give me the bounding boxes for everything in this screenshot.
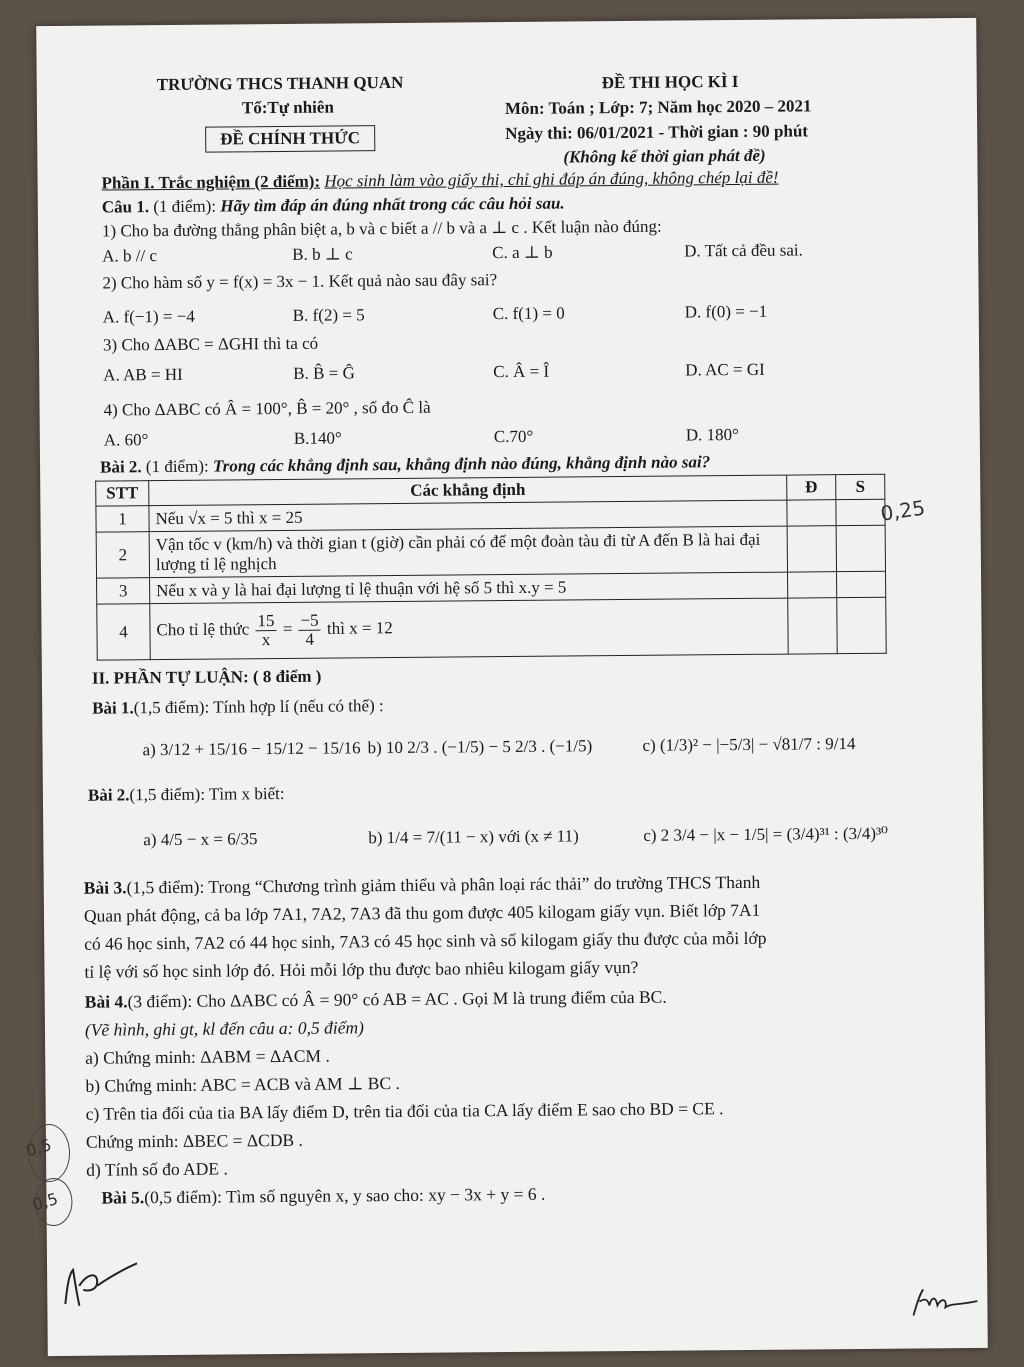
option-d: D. AC = GI xyxy=(685,359,765,380)
bai4-c2: Chứng minh: ΔBEC = ΔCDB . xyxy=(85,1129,303,1152)
bai3-line-2: Quan phát động, cả ba lớp 7A1, 7A2, 7A3 đã thu gom được 405 kilogam giấy vụn. Biết lớp 7A1 xyxy=(83,899,761,926)
option-c: C.70° xyxy=(493,426,534,447)
claim-text-pre: Cho tỉ lệ thức xyxy=(156,619,250,640)
bai2-c: c) 2 3/4 − |x − 1/5| = (3/4)³¹ : (3/4)³⁰ xyxy=(643,823,889,845)
handwritten-score-table: 0,25 xyxy=(878,495,927,526)
option-c: C. a ⊥ b xyxy=(492,242,553,263)
bai2-part2-heading xyxy=(88,784,285,806)
denominator: x xyxy=(261,630,271,650)
row-claim: Cho tỉ lệ thức $\frac{15}{x}$ = $\frac{-5}{4}$ thì x = 12 xyxy=(150,598,788,660)
table-row xyxy=(97,597,886,660)
true-cell xyxy=(787,500,836,526)
department: Tổ:Tự nhiên xyxy=(241,97,334,118)
option-b: B. b ⊥ c xyxy=(292,244,353,264)
row-claim: Vận tốc v (km/h) và thời gian t (giờ) cần phải có để một đoàn tàu đi từ A đến B là hai đại lượng tỉ lệ nghịch xyxy=(149,526,787,578)
header-stt: STT xyxy=(96,481,149,506)
question-3-options xyxy=(103,359,903,388)
header-true: Đ xyxy=(787,475,836,500)
bai3-line-4: tỉ lệ với số học sinh lớp đó. Hỏi mỗi lớp thu được bao nhiêu kilogam giấy vụn? xyxy=(84,956,639,982)
row-stt: 4 xyxy=(97,604,150,660)
part1-instruction: Học sinh làm vào giấy thi, chỉ ghi đáp án đúng, không chép lại đề! xyxy=(324,167,779,191)
claim-text-post: thì x = 12 xyxy=(326,618,393,639)
bai1-heading xyxy=(92,696,384,719)
bai3-line-3: có 46 học sinh, 7A2 có 44 học sinh, 7A3 có 45 học sinh và số kilogam giấy thu được của mỗi lớp xyxy=(84,927,767,954)
bai2-a: a) 4/5 − x = 6/35 xyxy=(143,829,258,850)
bai1-b: b) 10 2/3 . (−1/5) − 5 2/3 . (−1/5) xyxy=(367,736,593,758)
true-cell xyxy=(788,572,837,598)
question-1-options xyxy=(102,240,902,269)
row-stt: 1 xyxy=(96,506,149,532)
question-3-stem: 3) Cho ΔABC = ΔGHI thì ta có xyxy=(102,333,319,355)
row-claim: Nếu x và y là hai đại lượng tỉ lệ thuận với hệ số 5 thì x.y = 5 xyxy=(150,572,788,604)
option-b: B.140° xyxy=(293,428,342,448)
row-stt: 2 xyxy=(96,532,149,578)
option-c: C. Â = Î xyxy=(493,361,550,382)
question-4-options xyxy=(104,424,904,453)
question-4-stem: 4) Cho ΔABC có Â = 100°, B̂ = 20° , số đo Ĉ là xyxy=(103,397,431,420)
bai4-c1: c) Trên tia đối của tia BA lấy điểm D, trên tia đối của tia CA lấy điểm E sao cho BD = CE . xyxy=(85,1098,724,1124)
question-2-stem: 2) Cho hàm số y = f(x) = 3x − 1. Kết quả nào sau đây sai? xyxy=(102,270,498,293)
bai4-text: (3 điểm): Cho ΔABC có Â = 90° có AB = AC . Gọi M là trung điểm của BC. xyxy=(127,986,667,1012)
bai4-paragraph xyxy=(85,982,724,1184)
header-false: S xyxy=(836,474,885,499)
option-d: D. f(0) = −1 xyxy=(684,301,768,322)
bai1-text: (1,5 điểm): Tính hợp lí (nếu có thể) : xyxy=(133,696,384,718)
bai5-paragraph xyxy=(101,1180,545,1212)
time-note: (Không kể thời gian phát đề) xyxy=(563,145,766,167)
false-cell xyxy=(836,499,885,525)
true-cell xyxy=(787,526,836,572)
bai2-label: Bài 2. xyxy=(99,457,142,477)
false-cell xyxy=(836,525,885,571)
school-name: TRƯỜNG THCS THANH QUAN xyxy=(156,72,404,95)
row-stt: 3 xyxy=(97,578,150,604)
cau1-heading xyxy=(102,194,565,218)
question-1-stem: 1) Cho ba đường thẳng phân biệt a, b và c biết a // b và a ⊥ c . Kết luận nào đúng: xyxy=(101,216,662,241)
date-line: Ngày thi: 06/01/2021 - Thời gian : 90 phút xyxy=(505,121,809,144)
signature-left-icon xyxy=(57,1255,148,1316)
option-b: B. B̂ = Ĝ xyxy=(293,363,355,383)
bai4-d: d) Tính số đo ADE . xyxy=(86,1158,228,1180)
subject-line: Môn: Toán ; Lớp: 7; Năm học 2020 – 2021 xyxy=(504,96,812,119)
handwritten-score-c: 0,5 xyxy=(23,1135,54,1161)
option-d: D. Tất cả đều sai. xyxy=(684,240,803,261)
option-a: A. f(−1) = −4 xyxy=(102,306,195,327)
question-2-options xyxy=(103,301,903,330)
bai3-line-1: (1,5 điểm): Trong “Chương trình giảm thiểu và phân loại rác thải” do trường THCS Thanh xyxy=(126,871,761,898)
fraction xyxy=(255,612,276,649)
table-row xyxy=(96,525,885,578)
bai4-note: (Vẽ hình, ghi gt, kl đến câu a: 0,5 điểm) xyxy=(84,1017,365,1040)
bai2-part2-label: Bài 2. xyxy=(87,785,130,805)
false-cell xyxy=(837,597,886,653)
denominator: 4 xyxy=(305,629,315,649)
cau1-label: Câu 1. xyxy=(101,197,150,217)
bai4-a: a) Chứng minh: ΔABM = ΔACM . xyxy=(85,1045,330,1068)
bai2-part2-text: (1,5 điểm): Tìm x biết: xyxy=(129,783,285,805)
signature-right-icon xyxy=(907,1283,987,1324)
false-cell xyxy=(837,571,886,597)
bai2-heading xyxy=(100,452,710,477)
claims-table xyxy=(95,474,887,661)
part1-heading xyxy=(102,168,779,194)
part2-title: II. PHẦN TỰ LUẬN: ( 8 điểm ) xyxy=(91,666,322,688)
option-a: A. 60° xyxy=(103,430,149,450)
part1-title: Phần I. Trắc nghiệm (2 điểm): xyxy=(101,171,321,193)
option-a: A. AB = HI xyxy=(103,364,183,385)
bai3-paragraph xyxy=(84,868,767,986)
bai2-instruction: Trong các khẳng định sau, khẳng định nào đúng, khẳng định nào sai? xyxy=(212,452,711,476)
bai4-label: Bài 4. xyxy=(84,991,128,1012)
bai2-b: b) 1/4 = 7/(11 − x) với (x ≠ 11) xyxy=(368,826,579,848)
bai3-label: Bài 3. xyxy=(83,877,127,898)
option-a: A. b // c xyxy=(102,246,158,266)
exam-title: ĐỀ THI HỌC KÌ I xyxy=(601,72,739,93)
header-claims: Các khẳng định xyxy=(149,475,787,506)
bai1-c: c) (1/3)² − |−5/3| − √81/7 : 9/14 xyxy=(642,734,856,755)
option-d: D. 180° xyxy=(685,425,739,445)
bai5-label: Bài 5. xyxy=(101,1187,145,1208)
official-label: ĐỀ CHÍNH THỨC xyxy=(205,125,375,152)
cau1-points: (1 điểm): xyxy=(153,196,217,217)
bai5-text: (0,5 điểm): Tìm số nguyên x, y sao cho: xy − 3x + y = 6 . xyxy=(144,1183,546,1208)
true-cell xyxy=(788,598,837,654)
bai1-label: Bài 1. xyxy=(92,698,134,718)
numerator: −5 xyxy=(298,612,320,631)
fraction xyxy=(298,612,320,649)
option-c: C. f(1) = 0 xyxy=(492,303,565,324)
numerator: 15 xyxy=(255,612,276,631)
exam-paper xyxy=(23,18,988,1356)
option-b: B. f(2) = 5 xyxy=(292,305,365,325)
handwritten-score-d: 0,5 xyxy=(30,1189,61,1215)
row-claim: Nếu √x = 5 thì x = 25 xyxy=(149,500,787,532)
bai2-points: (1 điểm): xyxy=(145,456,209,477)
bai1-a: a) 3/12 + 15/16 − 15/12 − 15/16 xyxy=(142,738,361,760)
bai4-b: b) Chứng minh: ABC = ACB và AM ⊥ BC . xyxy=(85,1072,400,1096)
cau1-instruction: Hãy tìm đáp án đúng nhất trong các câu hỏi sau. xyxy=(220,193,565,216)
